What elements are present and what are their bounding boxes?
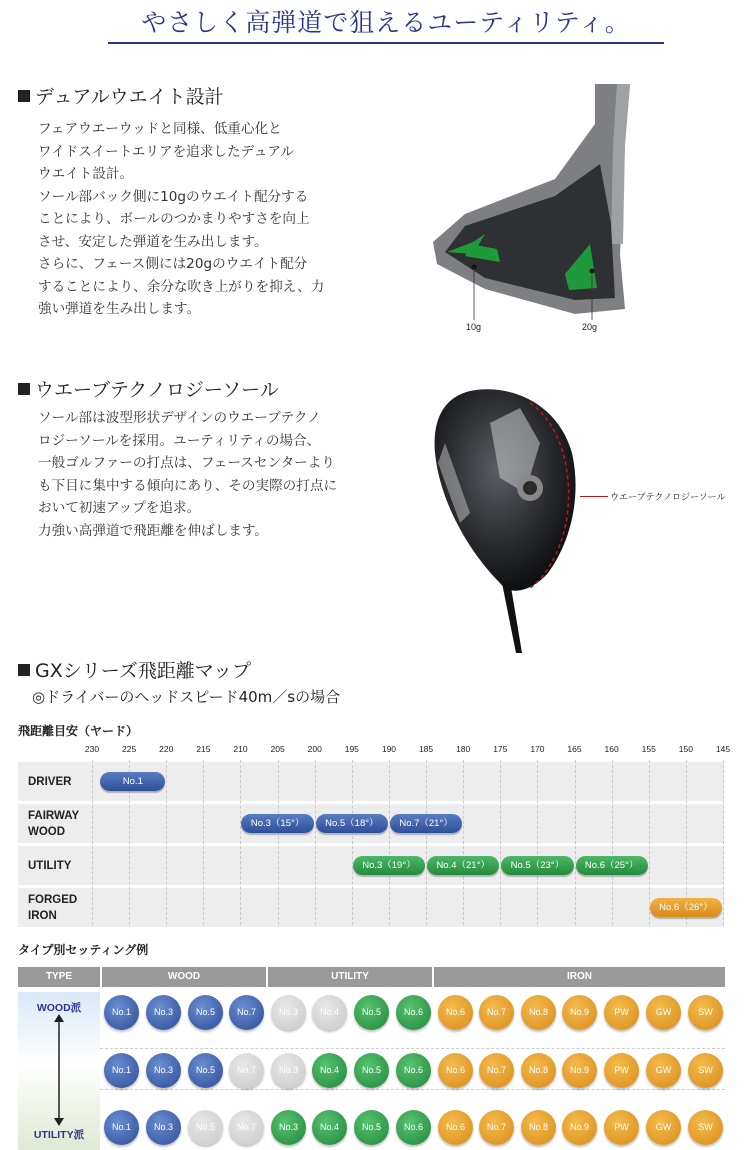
axis-tick-label: 175 (493, 744, 508, 754)
club-coin: No.8 (521, 1053, 556, 1088)
club-coin: No.3 (146, 995, 181, 1030)
distance-pill: No.4（21°） (427, 856, 499, 875)
paragraph-line: おいて初速アップを追求。 (38, 500, 201, 516)
row-label-line: DRIVER (28, 775, 72, 788)
club-coin: No.6 (396, 1110, 431, 1145)
wood-type-label: WOOD派 (36, 1002, 82, 1014)
axis-tick-label: 200 (307, 744, 322, 754)
club-cross-section-image (425, 84, 650, 340)
grid-line (203, 760, 204, 925)
grid-line (389, 760, 390, 925)
row-label-line: FORGED (28, 893, 78, 906)
grid-line (537, 760, 538, 925)
axis-tick-label: 145 (715, 744, 731, 754)
dual-weight-text (38, 118, 324, 321)
square-bullet-icon (18, 383, 30, 395)
axis-tick-label: 205 (270, 744, 285, 754)
club-coin: PW (604, 1053, 639, 1088)
distance-pill: No.6（26°） (650, 898, 722, 917)
axis-tick-label: 230 (84, 744, 100, 754)
club-coin: No.9 (562, 995, 597, 1030)
label-20g: 20g (582, 322, 598, 332)
paragraph-line: フェアウエーウッドと同様、低重心化と (38, 121, 282, 137)
club-coin: No.3 (146, 1110, 181, 1145)
paragraph-line: させ、安定した弾道を生み出します。 (38, 233, 268, 250)
paragraph-line: も下目に集中する傾向にあり、その実際の打点に (38, 477, 338, 494)
club-head-image (430, 383, 580, 653)
axis-tick-label: 155 (641, 744, 656, 754)
club-coin: No.7 (479, 1053, 514, 1088)
paragraph-line: さらに、フェース側には20gのウエイト配分 (38, 256, 308, 272)
grid-line (649, 760, 650, 925)
header-utility: UTILITY (268, 967, 432, 987)
club-coin: No.8 (521, 995, 556, 1030)
grid-line (166, 760, 167, 925)
club-coin: No.5 (188, 995, 223, 1030)
club-coin: No.6 (438, 1110, 473, 1145)
row-label-line: FAIRWAY (28, 809, 80, 822)
paragraph-line: 強い弾道を生み出します。 (38, 301, 201, 317)
club-coin: No.4 (312, 1053, 347, 1088)
callout-line (580, 496, 608, 497)
distance-pill: No.3（15°） (241, 814, 313, 833)
club-coin: No.5 (188, 1110, 223, 1145)
paragraph-line: ロジーソールを採用。ユーティリティの場合、 (38, 432, 321, 449)
row-label (28, 804, 79, 843)
row-divider (100, 1048, 725, 1049)
wave-sole-callout: ウエーブテクノロジーソール (610, 493, 726, 503)
grid-line (352, 760, 353, 925)
club-coin: No.4 (312, 1110, 347, 1145)
paragraph-line: 力強い高弾道で飛距離を伸ばします。 (38, 522, 269, 539)
club-coin: SW (688, 1053, 723, 1088)
header-iron: IRON (434, 967, 725, 987)
section-wave-sole-title (18, 375, 279, 402)
grid-line (500, 760, 501, 925)
club-coin: No.6 (438, 995, 473, 1030)
paragraph-line: 一般ゴルファーの打点は、フェースセンターより (38, 455, 335, 471)
club-coin: GW (646, 1110, 681, 1145)
club-coin: No.3 (271, 995, 306, 1030)
distance-pill: No.5（23°） (501, 856, 573, 875)
club-coin: PW (604, 1110, 639, 1145)
row-label (28, 888, 77, 927)
distance-map-subtitle: ◎ドライバーのヘッドスピード40m／sの場合 (32, 688, 341, 706)
club-coin: SW (688, 995, 723, 1030)
section-title-text: GXシリーズ飛距離マップ (35, 660, 252, 682)
distance-pill: No.6（25°） (576, 856, 648, 875)
section-title-text: デュアルウエイト設計 (35, 86, 224, 108)
club-coin: No.5 (188, 1053, 223, 1088)
axis-tick-label: 165 (567, 744, 582, 754)
axis-tick-label: 180 (456, 744, 471, 754)
distance-pill: No.3（19°） (353, 856, 425, 875)
axis-tick-label: 215 (196, 744, 211, 754)
club-coin: No.8 (521, 1110, 556, 1145)
chart-row (18, 888, 724, 927)
header-wood: WOOD (102, 967, 266, 987)
paragraph-line: ソール部は波型形状デザインのウエーブテクノ (38, 410, 321, 426)
distance-pill: No.7（21°） (390, 814, 462, 833)
club-coin: No.5 (354, 1053, 389, 1088)
club-coin: No.1 (104, 995, 139, 1030)
double-arrow-icon (52, 1014, 66, 1126)
label-10g: 10g (466, 322, 482, 332)
club-coin: PW (604, 995, 639, 1030)
axis-tick-label: 190 (381, 744, 397, 754)
club-coin: No.1 (104, 1053, 139, 1088)
club-coin: No.3 (146, 1053, 181, 1088)
club-coin: No.5 (354, 1110, 389, 1145)
club-coin: No.7 (229, 995, 264, 1030)
grid-line (278, 760, 279, 925)
axis-tick-label: 220 (159, 744, 174, 754)
axis-title: 飛距離目安（ヤード） (18, 724, 139, 738)
axis-tick-label: 225 (122, 744, 137, 754)
club-coin: No.7 (479, 995, 514, 1030)
grid-line (315, 760, 316, 925)
paragraph-line: ことにより、ボールのつかまりやすさを向上 (38, 211, 310, 227)
club-coin: GW (646, 1053, 681, 1088)
axis-tick-label: 150 (678, 744, 693, 754)
club-coin: No.4 (312, 995, 347, 1030)
club-coin: No.5 (354, 995, 389, 1030)
club-coin: No.7 (479, 1110, 514, 1145)
grid-line (575, 760, 576, 925)
axis-tick-label: 195 (344, 744, 359, 754)
utility-type-label: UTILITY派 (33, 1129, 85, 1141)
row-label-line: IRON (28, 909, 57, 922)
section-dual-weight-title (18, 82, 224, 109)
club-coin: No.9 (562, 1053, 597, 1088)
club-coin: No.9 (562, 1110, 597, 1145)
grid-line (723, 760, 724, 925)
paragraph-line: ワイドスイートエリアを追求したデュアル (38, 143, 294, 160)
row-divider (100, 1089, 725, 1090)
paragraph-line: することにより、余分な吹き上がりを抑え、力 (38, 278, 325, 295)
club-coin: No.6 (396, 995, 431, 1030)
row-label (28, 846, 71, 885)
club-coin: No.3 (271, 1053, 306, 1088)
distance-pill: No.1 (100, 772, 165, 791)
club-coin: No.6 (438, 1053, 473, 1088)
club-coin: No.3 (271, 1110, 306, 1145)
club-coin: No.7 (229, 1110, 264, 1145)
club-coin: No.6 (396, 1053, 431, 1088)
section-distance-map-title (18, 656, 251, 683)
row-label (28, 762, 71, 801)
distance-axis (84, 744, 732, 758)
wave-sole-text (38, 407, 337, 542)
club-coin: No.7 (229, 1053, 264, 1088)
grid-line (240, 760, 241, 925)
distance-pill: No.5（18°） (316, 814, 388, 833)
club-coin: No.1 (104, 1110, 139, 1145)
club-coin: GW (646, 995, 681, 1030)
axis-tick-label: 185 (418, 744, 434, 754)
grid-line (612, 760, 613, 925)
row-label-line: WOOD (28, 825, 66, 838)
header-type: TYPE (18, 967, 100, 987)
setting-examples-title: タイプ別セッティング例 (18, 943, 149, 957)
axis-tick-label: 160 (604, 744, 619, 754)
row-label-line: UTILITY (28, 859, 72, 872)
grid-line (426, 760, 427, 925)
paragraph-line: ソール部バック側に10gのウエイト配分する (38, 188, 309, 205)
section-title-text: ウエーブテクノロジーソール (35, 379, 279, 401)
page-banner: やさしく高弾道で狙えるユーティリティ。 (108, 4, 664, 44)
paragraph-line: ウエイト設計。 (38, 166, 134, 182)
grid-line (92, 760, 93, 925)
club-coin: SW (688, 1110, 723, 1145)
axis-tick-label: 170 (530, 744, 545, 754)
grid-line (463, 760, 464, 925)
square-bullet-icon (18, 90, 30, 102)
square-bullet-icon (18, 664, 30, 676)
axis-tick-label: 210 (233, 744, 248, 754)
